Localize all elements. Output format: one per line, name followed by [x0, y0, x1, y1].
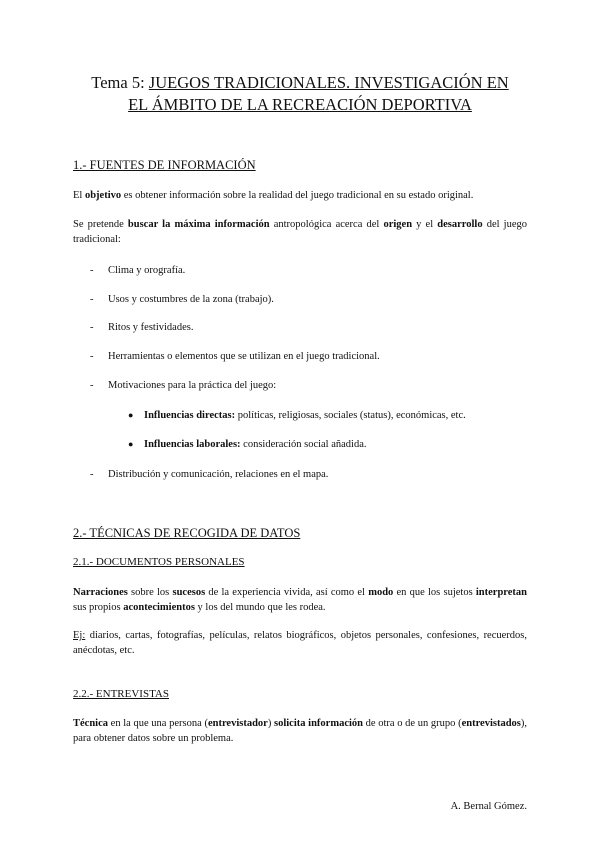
list-item: - Clima y orografía.	[90, 265, 186, 276]
subsection-2-2-heading: 2.2.- ENTREVISTAS	[73, 688, 169, 700]
title-prefix: Tema 5:	[91, 73, 145, 92]
interview-paragraph: Técnica en la que una persona (entrevistador) solicita información de otra o de un grupo (entrevistados), para obtener datos sobre un problema.	[73, 718, 528, 745]
list-item: - Usos y costumbres de la zona (trabajo).	[90, 294, 274, 305]
bullet-icon: ●	[128, 439, 134, 449]
list-item: - Ritos y festividades.	[90, 322, 194, 333]
narrations-paragraph: Narraciones sobre los sucesos de la experiencia vivida, así como el modo en que los sujetos interpretan sus propios acontecimientos y los del mundo que les rodea.	[73, 587, 528, 614]
examples-paragraph: Ej: diarios, cartas, fotografías, películas, relatos biográficos, objetos personales, confesiones, recuerdos, anécdotas, etc.	[73, 630, 527, 657]
section-2-heading: 2.- TÉCNICAS DE RECOGIDA DE DATOS	[73, 526, 301, 540]
objective-paragraph: El objetivo es obtener información sobre la realidad del juego tradicional en su estado original.	[73, 190, 474, 201]
search-paragraph: Se pretende buscar la máxima información antropológica acerca del origen y el desarrollo del juego tradicional:	[73, 219, 527, 246]
title-line-2: EL ÁMBITO DE LA RECREACIÓN DEPORTIVA	[128, 95, 472, 114]
document-title	[60, 72, 540, 116]
bullet-item: ● Influencias laborales: consideración social añadida.	[128, 439, 367, 450]
bullet-icon: ●	[128, 410, 134, 420]
title-line-1: JUEGOS TRADICIONALES. INVESTIGACIÓN EN	[148, 73, 509, 92]
footer-author: A. Bernal Gómez.	[450, 801, 527, 812]
section-1-heading: 1.- FUENTES DE INFORMACIÓN	[73, 158, 256, 172]
subsection-2-1-heading: 2.1.- DOCUMENTOS PERSONALES	[73, 556, 245, 568]
list-item: - Motivaciones para la práctica del juego:	[90, 380, 277, 391]
bullet-item: ● Influencias directas: políticas, religiosas, sociales (status), económicas, etc.	[128, 410, 466, 421]
list-item: - Herramientas o elementos que se utilizan en el juego tradicional.	[90, 351, 380, 362]
list-item: - Distribución y comunicación, relaciones en el mapa.	[90, 469, 329, 480]
